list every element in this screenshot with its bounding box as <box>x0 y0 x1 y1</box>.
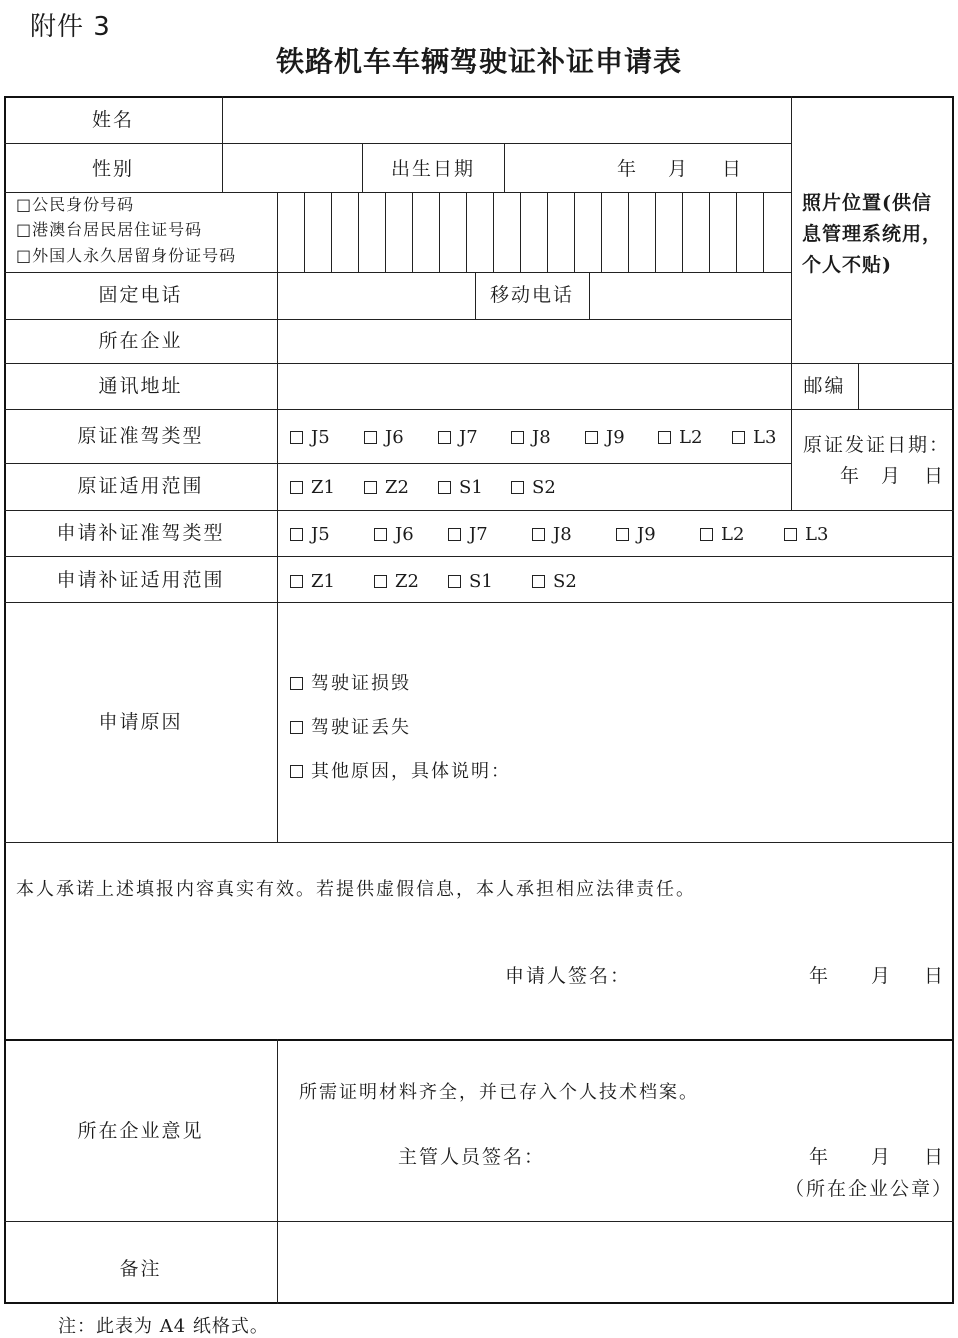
orig-scope-label: 原证适用范围 <box>77 475 204 497</box>
new-type-label: J8 <box>553 524 572 545</box>
col-line <box>277 602 278 842</box>
new-scope-s1[interactable] <box>448 573 493 591</box>
new-type-label: J7 <box>469 524 488 545</box>
new-type-l3[interactable] <box>784 526 828 544</box>
row-line <box>4 1221 954 1222</box>
id-digit-divider <box>655 192 656 272</box>
col-line <box>222 96 223 192</box>
id-digit-divider <box>709 192 710 272</box>
address-label: 通讯地址 <box>98 375 183 397</box>
supervisor-day: 日 <box>924 1146 946 1168</box>
mobile-label: 移动电话 <box>489 284 574 306</box>
reason-damaged[interactable] <box>290 675 411 693</box>
checkbox-icon[interactable] <box>532 575 545 588</box>
new-scope-label: Z2 <box>395 571 419 592</box>
checkbox-icon[interactable] <box>511 431 524 444</box>
applicant-year: 年 <box>809 965 831 987</box>
applicant-sign-label: 申请人签名： <box>505 965 632 987</box>
birth-date-label: 出生日期 <box>390 158 475 180</box>
id-digit-divider <box>520 192 521 272</box>
row-line <box>4 556 954 557</box>
id-digit-divider <box>331 192 332 272</box>
remarks-label: 备注 <box>119 1258 162 1280</box>
attachment-label: 附件 3 <box>30 12 111 42</box>
checkbox-icon[interactable] <box>374 575 387 588</box>
company-opinion-label: 所在企业意见 <box>77 1120 204 1142</box>
id-digit-divider <box>493 192 494 272</box>
row-line <box>4 319 791 320</box>
photo-column-line <box>791 96 792 510</box>
id-digit-divider <box>277 192 278 272</box>
id-digit-divider <box>763 192 764 272</box>
checkbox-icon[interactable] <box>290 575 303 588</box>
orig-type-label: J8 <box>532 427 551 448</box>
new-type-label: 申请补证准驾类型 <box>56 522 225 544</box>
orig-type-l3[interactable] <box>732 429 776 447</box>
checkbox-icon[interactable] <box>448 575 461 588</box>
footer-note: 注：此表为 A4 纸格式。 <box>58 1316 269 1337</box>
new-scope-label: S1 <box>469 571 493 592</box>
new-type-label: J6 <box>395 524 414 545</box>
orig-type-label: L2 <box>679 427 703 448</box>
orig-scope-label: Z1 <box>311 477 335 498</box>
checkbox-icon[interactable] <box>658 431 671 444</box>
orig-type-l2[interactable] <box>658 429 702 447</box>
row-line <box>4 463 791 464</box>
photo-placeholder-note: 照片位置(供信息管理系统用，个人不贴) <box>802 192 943 276</box>
id-type-foreign[interactable]: □外国人永久居留身份证号码 <box>16 246 237 265</box>
checkbox-icon[interactable] <box>532 528 545 541</box>
new-type-j5[interactable] <box>290 526 330 544</box>
orig-type-j6[interactable] <box>364 429 404 447</box>
new-type-j6[interactable] <box>374 526 414 544</box>
id-digit-divider <box>736 192 737 272</box>
col-line <box>589 272 590 319</box>
id-digit-divider <box>439 192 440 272</box>
id-digit-divider <box>601 192 602 272</box>
new-type-label: J5 <box>311 524 330 545</box>
supervisor-sign-label: 主管人员签名： <box>398 1146 546 1168</box>
orig-type-label: L3 <box>753 427 777 448</box>
name-label: 姓名 <box>91 109 134 131</box>
checkbox-icon[interactable] <box>290 765 303 778</box>
declaration-text: 本人承诺上述填报内容真实有效。若提供虚假信息，本人承担相应法律责任。 <box>16 879 696 900</box>
checkbox-icon[interactable] <box>290 481 303 494</box>
checkbox-icon[interactable] <box>511 481 524 494</box>
orig-type-label: J6 <box>385 427 404 448</box>
checkbox-icon[interactable] <box>732 431 745 444</box>
reason-lost[interactable] <box>290 719 411 737</box>
id-digit-divider <box>385 192 386 272</box>
orig-issue-year: 年 <box>840 465 862 487</box>
checkbox-icon[interactable] <box>290 677 303 690</box>
new-type-j7[interactable] <box>448 526 488 544</box>
checkbox-icon[interactable] <box>700 528 713 541</box>
birth-day: 日 <box>722 158 744 180</box>
new-scope-label: Z1 <box>311 571 335 592</box>
checkbox-icon[interactable] <box>585 431 598 444</box>
orig-type-label: J5 <box>311 427 330 448</box>
new-scope-z1[interactable] <box>290 573 335 591</box>
new-type-l2[interactable] <box>700 526 744 544</box>
new-type-label: J9 <box>637 524 656 545</box>
id-type-citizen[interactable]: □公民身份号码 <box>16 195 135 214</box>
new-type-j8[interactable] <box>532 526 572 544</box>
row-line <box>4 409 954 410</box>
supervisor-year: 年 <box>809 1146 831 1168</box>
orig-type-j5[interactable] <box>290 429 330 447</box>
col-line <box>277 1039 278 1304</box>
reason-other[interactable] <box>290 763 511 781</box>
row-line <box>4 272 791 273</box>
row-line <box>4 842 954 843</box>
checkbox-icon[interactable] <box>364 431 377 444</box>
orig-type-label: 原证准驾类型 <box>77 425 204 447</box>
orig-scope-z2[interactable] <box>364 479 409 497</box>
orig-type-j8[interactable] <box>511 429 551 447</box>
birth-month: 月 <box>668 158 690 180</box>
checkbox-icon[interactable] <box>290 721 303 734</box>
row-line <box>4 1039 954 1041</box>
checkbox-icon[interactable] <box>784 528 797 541</box>
id-digit-divider <box>358 192 359 272</box>
id-digit-divider <box>574 192 575 272</box>
birth-year: 年 <box>617 158 639 180</box>
row-line <box>4 510 954 511</box>
new-type-label: L2 <box>721 524 745 545</box>
orig-scope-z1[interactable] <box>290 479 335 497</box>
new-scope-z2[interactable] <box>374 573 419 591</box>
checkbox-icon[interactable] <box>290 528 303 541</box>
checkbox-icon[interactable] <box>438 431 451 444</box>
reason-lost-text: 驾驶证丢失 <box>311 717 411 738</box>
company-seal-label: （所在企业公章） <box>785 1178 954 1200</box>
orig-issue-month: 月 <box>881 465 903 487</box>
id-digit-divider <box>547 192 548 272</box>
landline-label: 固定电话 <box>98 284 183 306</box>
orig-scope-label: Z2 <box>385 477 409 498</box>
reason-other-text: 其他原因，具体说明： <box>311 761 511 782</box>
orig-issue-label: 原证发证日期： <box>803 434 951 456</box>
orig-scope-label: S2 <box>532 477 556 498</box>
orig-type-j7[interactable] <box>438 429 478 447</box>
col-line <box>858 363 859 409</box>
new-scope-s2[interactable] <box>532 573 577 591</box>
checkbox-icon[interactable] <box>374 528 387 541</box>
new-type-j9[interactable] <box>616 526 656 544</box>
orig-scope-s2[interactable] <box>511 479 556 497</box>
id-digit-divider <box>412 192 413 272</box>
gender-label: 性别 <box>91 158 134 180</box>
checkbox-icon[interactable] <box>438 481 451 494</box>
orig-type-label: J9 <box>606 427 625 448</box>
reason-label: 申请原因 <box>98 711 183 733</box>
orig-scope-s1[interactable] <box>438 479 483 497</box>
supervisor-month: 月 <box>871 1146 893 1168</box>
company-opinion-text: 所需证明材料齐全，并已存入个人技术档案。 <box>299 1082 699 1103</box>
new-type-label: L3 <box>805 524 829 545</box>
applicant-month: 月 <box>871 965 893 987</box>
orig-issue-day: 日 <box>924 465 946 487</box>
row-line <box>4 602 954 603</box>
new-scope-label: 申请补证适用范围 <box>56 569 225 591</box>
col-line <box>504 143 505 192</box>
form-title: 铁路机车车辆驾驶证补证申请表 <box>275 45 682 78</box>
checkbox-icon[interactable] <box>364 481 377 494</box>
orig-type-label: J7 <box>459 427 478 448</box>
orig-scope-label: S1 <box>459 477 483 498</box>
row-line <box>4 363 954 364</box>
id-digit-divider <box>682 192 683 272</box>
postcode-label: 邮编 <box>803 375 846 397</box>
company-label: 所在企业 <box>98 330 183 352</box>
checkbox-icon[interactable] <box>616 528 629 541</box>
new-scope-label: S2 <box>553 571 577 592</box>
orig-type-j9[interactable] <box>585 429 625 447</box>
id-type-hk-macao-tw[interactable]: □港澳台居民居住证号码 <box>16 220 203 239</box>
id-digit-divider <box>304 192 305 272</box>
applicant-day: 日 <box>924 965 946 987</box>
row-line <box>4 192 791 193</box>
reason-damaged-text: 驾驶证损毁 <box>311 673 411 694</box>
row-line <box>4 143 791 144</box>
checkbox-icon[interactable] <box>448 528 461 541</box>
id-digit-divider <box>628 192 629 272</box>
id-digit-divider <box>466 192 467 272</box>
checkbox-icon[interactable] <box>290 431 303 444</box>
